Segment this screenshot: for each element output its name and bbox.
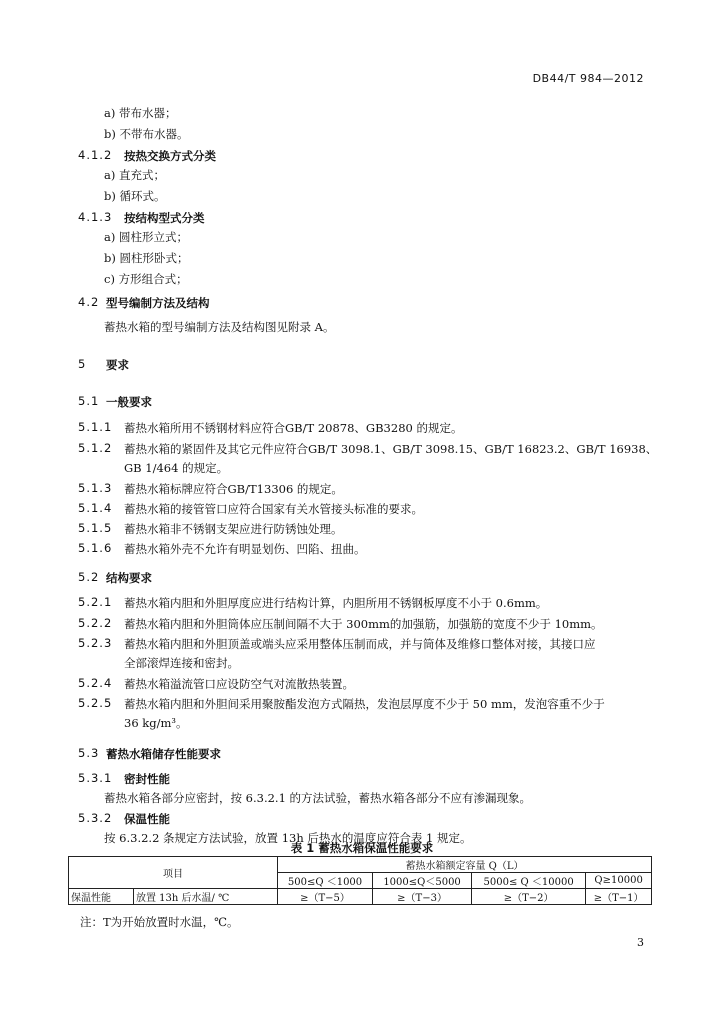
clause-number-h51: 5.1 — [78, 394, 100, 408]
clause-text-s525: 蓄热水箱内胆和外胆间采用聚胺酯发泡方式隔热，发泡层厚度不少于 50 mm，发泡容重不少于 — [124, 697, 605, 711]
heading-h413: 按结构型式分类 — [124, 211, 205, 225]
heading-h412: 按热交换方式分类 — [124, 149, 216, 163]
clause-number-h412: 4.1.2 — [78, 148, 113, 162]
clause-number-s513: 5.1.3 — [78, 481, 113, 495]
clause-text-s516: 蓄热水箱外壳不允许有明显划伤、凹陷、扭曲。 — [124, 542, 366, 556]
line-c3: c) 方形组合式； — [104, 272, 188, 286]
line-s512b: GB 1/464 的规定。 — [124, 461, 229, 475]
line-p532: 按 6.3.2.2 条规定方法试验，放置 13h 后热水的温度应符合表 1 规定。 — [104, 831, 472, 845]
value-4: ≥（T−1） — [586, 889, 652, 905]
clause-number-s512: 5.1.2 — [78, 441, 113, 455]
heading-h5: 要求 — [106, 358, 129, 372]
line-s525b: 36 kg/m³。 — [124, 716, 188, 730]
clause-number-s511: 5.1.1 — [78, 420, 113, 434]
clause-number-s522: 5.2.2 — [78, 616, 113, 630]
clause-text-s512: 蓄热水箱的紧固件及其它元件应符合GB/T 3098.1、GB/T 3098.15、GB/T 16823.2、GB/T 16938、 — [124, 442, 658, 456]
range-4: Q≥10000 — [586, 873, 652, 889]
value-1: ≥（T−5） — [277, 889, 372, 905]
clause-number-s516: 5.1.6 — [78, 541, 113, 555]
clause-text-s513: 蓄热水箱标牌应符合GB/T13306 的规定。 — [124, 482, 343, 496]
clause-number-h53: 5.3 — [78, 746, 100, 760]
header-item: 项目 — [69, 857, 278, 889]
clause-number-s514: 5.1.4 — [78, 501, 113, 515]
clause-text-s514: 蓄热水箱的接管管口应符合国家有关水管接头标准的要求。 — [124, 502, 423, 516]
clause-number-h413: 4.1.3 — [78, 210, 113, 224]
line-a1: a) 带布水器； — [104, 106, 177, 120]
range-2: 1000≤Q＜5000 — [373, 873, 472, 889]
line-b2: b) 循环式。 — [104, 189, 166, 203]
clause-text-s521: 蓄热水箱内胆和外胆厚度应进行结构计算，内胆所用不锈钢板厚度不小于 0.6mm。 — [124, 596, 548, 610]
clause-number-h52: 5.2 — [78, 570, 100, 584]
clause-number-s525: 5.2.5 — [78, 696, 113, 710]
clause-number-s515: 5.1.5 — [78, 521, 113, 535]
line-s523b: 全部滚焊连接和密封。 — [124, 656, 239, 670]
clause-text-s515: 蓄热水箱非不锈钢支架应进行防锈蚀处理。 — [124, 522, 343, 536]
clause-text-s522: 蓄热水箱内胆和外胆筒体应压制间隔不大于 300mm的加强筋，加强筋的宽度不少于 10mm。 — [124, 617, 603, 631]
clause-text-s511: 蓄热水箱所用不锈钢材料应符合GB/T 20878、GB3280 的规定。 — [124, 421, 463, 435]
clause-number-s521: 5.2.1 — [78, 595, 113, 609]
heading-h53: 蓄热水箱储存性能要求 — [106, 747, 221, 761]
heading-h52: 结构要求 — [106, 571, 152, 585]
clause-number-h5: 5 — [78, 357, 87, 371]
line-p42: 蓄热水箱的型号编制方法及结构图见附录 A。 — [104, 320, 335, 334]
table-note: 注：T为开始放置时水温，℃。 — [80, 915, 239, 929]
line-p531: 蓄热水箱各部分应密封，按 6.3.2.1 的方法试验，蓄热水箱各部分不应有渗漏现象。 — [104, 791, 532, 805]
range-3: 5000≤ Q ＜10000 — [472, 873, 586, 889]
table-caption: 表 1 蓄热水箱保温性能要求 — [290, 841, 434, 855]
row-label-2: 放置 13h 后水温/ ℃ — [134, 889, 278, 905]
insulation-table — [68, 856, 652, 905]
value-2: ≥（T−3） — [373, 889, 472, 905]
heading-h42: 型号编制方法及结构 — [106, 296, 210, 310]
page-number: 3 — [637, 936, 644, 949]
range-1: 500≤Q ＜1000 — [277, 873, 372, 889]
heading-h532: 保温性能 — [124, 812, 170, 826]
clause-number-h531: 5.3.1 — [78, 771, 113, 785]
heading-h51: 一般要求 — [106, 395, 152, 409]
line-a2: a) 直充式； — [104, 168, 165, 182]
clause-number-s524: 5.2.4 — [78, 676, 113, 690]
heading-h531: 密封性能 — [124, 772, 170, 786]
clause-number-s523: 5.2.3 — [78, 636, 113, 650]
clause-text-s523: 蓄热水箱内胆和外胆顶盖或端头应采用整体压制而成，并与筒体及维修口整体对接，其接口应 — [124, 637, 596, 651]
row-label-1: 保温性能 — [69, 889, 134, 905]
header-capacity: 蓄热水箱额定容量 Q（L） — [277, 857, 651, 873]
document-code: DB44/T 984—2012 — [532, 72, 644, 85]
clause-text-s524: 蓄热水箱溢流管口应设防空气对流散热装置。 — [124, 677, 354, 691]
line-b1: b) 不带布水器。 — [104, 127, 189, 141]
clause-number-h42: 4.2 — [78, 295, 100, 309]
value-3: ≥（T−2） — [472, 889, 586, 905]
clause-number-h532: 5.3.2 — [78, 811, 113, 825]
line-a3: a) 圆柱形立式； — [104, 230, 188, 244]
line-b3: b) 圆柱形卧式； — [104, 251, 189, 265]
